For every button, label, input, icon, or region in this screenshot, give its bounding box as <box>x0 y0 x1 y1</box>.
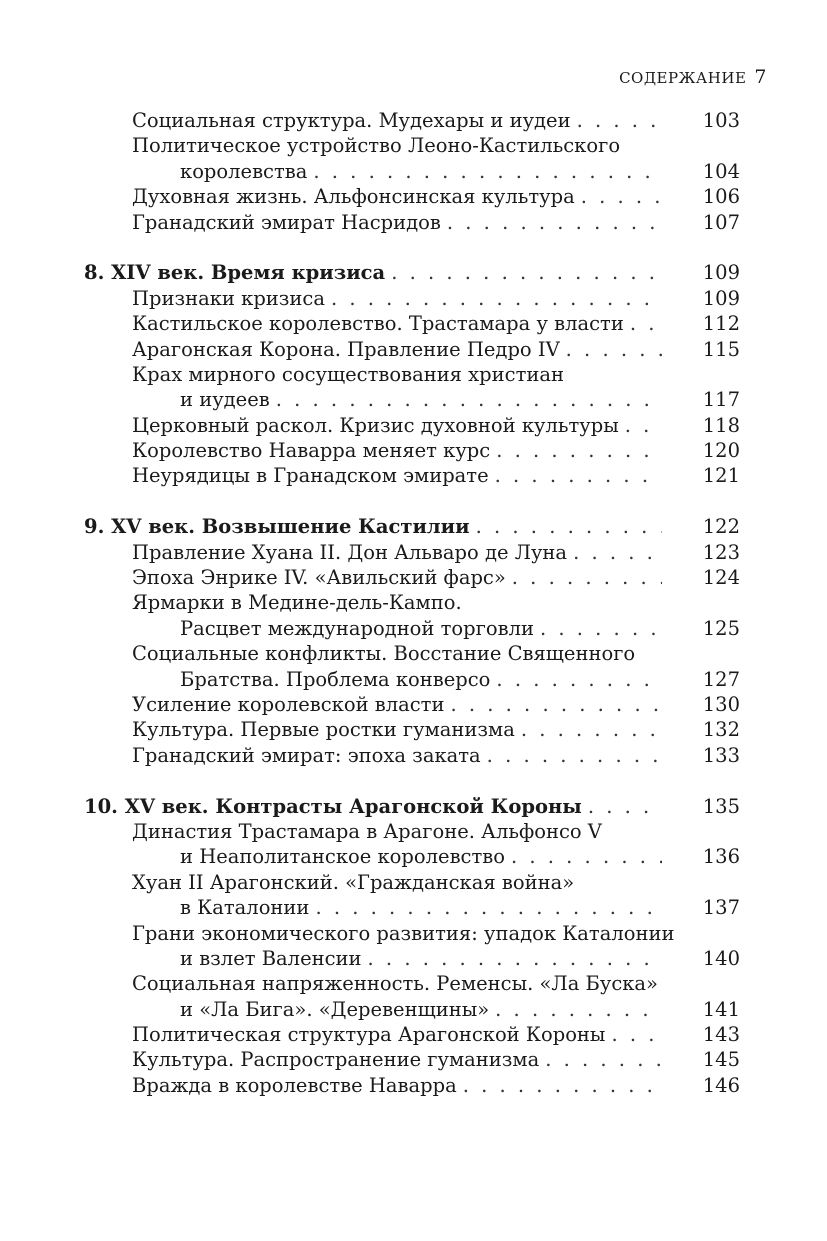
toc-entry-title: Духовная жизнь. Альфонсинская культура <box>132 185 575 209</box>
toc-entry-title: Арагонская Корона. Правление Педро IV <box>132 337 560 361</box>
toc-entry-title: Церковный раскол. Кризис духовной культуры <box>132 413 619 437</box>
toc-entry-page: 130 <box>702 692 740 716</box>
toc-entry-page: 104 <box>702 159 740 183</box>
leader-dots <box>512 565 662 590</box>
toc-entry-page: 141 <box>702 997 740 1021</box>
toc-entry-title: Социальные конфликты. Восстание Священного <box>132 642 636 666</box>
toc-entry-title: Братства. Проблема конверсо <box>180 667 491 691</box>
toc-entry-page: 118 <box>702 413 740 437</box>
toc-entry-continuation[interactable] <box>84 616 740 641</box>
toc-entry-title: Гранадский эмират Насридов <box>132 210 441 234</box>
leader-dots <box>495 463 662 488</box>
toc-chapter[interactable] <box>84 260 740 285</box>
leader-dots <box>540 616 662 641</box>
toc-entry[interactable] <box>84 641 740 666</box>
toc-entry-page: 109 <box>702 261 740 285</box>
toc-chapter-title: 10. XV век. Контрасты Арагонской Короны <box>84 794 582 818</box>
toc-entry-page: 137 <box>702 896 740 920</box>
leader-dots <box>496 438 662 463</box>
toc-entry[interactable] <box>84 463 740 488</box>
toc-entry[interactable] <box>84 1073 740 1098</box>
toc-entry-title: Политическая структура Арагонской Короны <box>132 1023 606 1047</box>
toc-entry-title: в Каталонии <box>180 896 310 920</box>
toc-entry[interactable] <box>84 870 740 895</box>
toc-entry-continuation[interactable] <box>84 844 740 869</box>
toc-entry[interactable] <box>84 184 740 209</box>
toc-entry[interactable] <box>84 1047 740 1072</box>
leader-dots <box>368 946 662 971</box>
toc-entry-page: 133 <box>702 743 740 767</box>
toc-entry-title: Династия Трастамара в Арагоне. Альфонсо V <box>132 819 602 843</box>
toc-entry-page: 106 <box>702 185 740 209</box>
toc-entry-title: Эпоха Энрике IV. «Авильский фарс» <box>132 566 506 590</box>
toc-entry-title: Неурядицы в Гранадском эмирате <box>132 464 489 488</box>
toc-entry-page: 109 <box>702 286 740 310</box>
toc-entry-title: Социальная структура. Мудехары и иудеи <box>132 109 571 132</box>
leader-dots <box>276 387 662 412</box>
toc-entry-page: 124 <box>702 566 740 590</box>
toc-entry-title: Политическое устройство Леоно-Кастильского <box>132 134 621 158</box>
leader-dots <box>495 997 662 1022</box>
leader-dots <box>625 413 662 438</box>
toc-entry-page: 123 <box>702 540 740 564</box>
toc-entry-page: 146 <box>702 1073 740 1097</box>
toc-entry-title: Расцвет международной торговли <box>180 616 534 640</box>
toc-entry-page: 107 <box>702 210 740 234</box>
toc-entry-continuation[interactable] <box>84 667 740 692</box>
toc-entry[interactable] <box>84 743 740 768</box>
leader-dots <box>545 1047 662 1072</box>
toc-entry-title: Признаки кризиса <box>132 286 325 310</box>
leader-dots <box>447 210 662 235</box>
leader-dots <box>581 184 662 209</box>
toc-entry-page: 115 <box>702 337 740 361</box>
toc-entry-title: королевства <box>180 159 308 183</box>
leader-dots <box>611 1022 662 1047</box>
toc-entry-title: Королевство Наварра меняет курс <box>132 439 491 463</box>
toc-entry-title: и иудеев <box>180 388 270 412</box>
toc-entry[interactable] <box>84 590 740 615</box>
toc-entry[interactable] <box>84 337 740 362</box>
toc-entry-page: 122 <box>702 515 740 539</box>
toc-entry[interactable] <box>84 362 740 387</box>
toc-entry[interactable] <box>84 819 740 844</box>
toc-entry-page: 132 <box>702 718 740 742</box>
toc-chapter[interactable] <box>84 794 740 819</box>
leader-dots <box>476 514 662 539</box>
toc-entry-page: 136 <box>702 845 740 869</box>
toc-chapter-title: 8. XIV век. Время кризиса <box>84 261 386 285</box>
toc-entry-title: и «Ла Бига». «Деревенщины» <box>180 997 490 1021</box>
leader-dots <box>496 667 662 692</box>
toc-entry-page: 140 <box>702 946 740 970</box>
toc-entry[interactable] <box>84 108 740 133</box>
leader-dots <box>521 717 662 742</box>
page-number: 7 <box>754 66 767 88</box>
toc-entry-page: 120 <box>702 439 740 463</box>
leader-dots <box>463 1073 662 1098</box>
leader-dots <box>630 311 662 336</box>
toc-entry[interactable] <box>84 133 740 158</box>
toc-entry[interactable] <box>84 540 740 565</box>
toc-entry-title: Кастильское королевство. Трастамара у власти <box>132 312 624 336</box>
toc-chapter-title: 9. XV век. Возвышение Кастилии <box>84 515 470 539</box>
toc-entry-continuation[interactable] <box>84 946 740 971</box>
toc-entry-continuation[interactable] <box>84 997 740 1022</box>
leader-dots <box>331 286 662 311</box>
toc-entry-title: Гранадский эмират: эпоха заката <box>132 743 481 767</box>
leader-dots <box>573 540 662 565</box>
running-head <box>619 66 767 88</box>
toc-entry-title: Грани экономического развития: упадок Каталонии <box>132 921 675 945</box>
leader-dots <box>487 743 662 768</box>
toc-entry-page: 117 <box>702 388 740 412</box>
leader-dots <box>566 337 662 362</box>
leader-dots <box>577 108 662 133</box>
toc-entry-title: Усиление королевской власти <box>132 692 445 716</box>
toc-entry-title: Социальная напряженность. Ременсы. «Ла Буска» <box>132 972 658 996</box>
toc-entry[interactable] <box>84 286 740 311</box>
toc-entry-title: и взлет Валенсии <box>180 946 362 970</box>
leader-dots <box>588 794 662 819</box>
leader-dots <box>315 895 662 920</box>
toc-entry[interactable] <box>84 692 740 717</box>
toc-entry[interactable] <box>84 971 740 996</box>
toc-entry[interactable] <box>84 210 740 235</box>
toc-entry-page: 112 <box>702 312 740 336</box>
toc-entry-page: 127 <box>702 667 740 691</box>
toc-entry[interactable] <box>84 413 740 438</box>
toc-entry-title: Культура. Распространение гуманизма <box>132 1048 540 1072</box>
toc-entry[interactable] <box>84 921 740 946</box>
toc-entry[interactable] <box>84 311 740 336</box>
toc-entry-page: 103 <box>702 109 740 132</box>
toc-entry-page: 125 <box>702 616 740 640</box>
toc-entry[interactable] <box>84 1022 740 1047</box>
toc-entry[interactable] <box>84 438 740 463</box>
toc-entry-title: и Неаполитанское королевство <box>180 845 505 869</box>
section-title: СОДЕРЖАНИЕ <box>619 69 747 87</box>
toc-chapter[interactable] <box>84 514 740 539</box>
toc-entry-page: 121 <box>702 464 740 488</box>
toc-entry-title: Культура. Первые ростки гуманизма <box>132 718 515 742</box>
toc-entry-page: 143 <box>702 1023 740 1047</box>
toc-entry-continuation[interactable] <box>84 895 740 920</box>
toc-entry[interactable] <box>84 565 740 590</box>
table-of-contents <box>84 108 740 1098</box>
toc-entry-continuation[interactable] <box>84 387 740 412</box>
leader-dots <box>391 260 662 285</box>
leader-dots <box>511 844 662 869</box>
toc-entry-title: Правление Хуана II. Дон Альваро де Луна <box>132 540 568 564</box>
toc-entry-title: Вражда в королевстве Наварра <box>132 1073 457 1097</box>
toc-entry-continuation[interactable] <box>84 159 740 184</box>
toc-entry[interactable] <box>84 717 740 742</box>
toc-entry-page: 135 <box>702 794 740 818</box>
toc-entry-title: Крах мирного сосуществования христиан <box>132 362 564 386</box>
leader-dots <box>313 159 662 184</box>
leader-dots <box>450 692 662 717</box>
toc-entry-title: Ярмарки в Медине-дель-Кампо. <box>132 591 462 615</box>
toc-entry-title: Хуан II Арагонский. «Гражданская война» <box>132 870 575 894</box>
toc-entry-page: 145 <box>702 1048 740 1072</box>
